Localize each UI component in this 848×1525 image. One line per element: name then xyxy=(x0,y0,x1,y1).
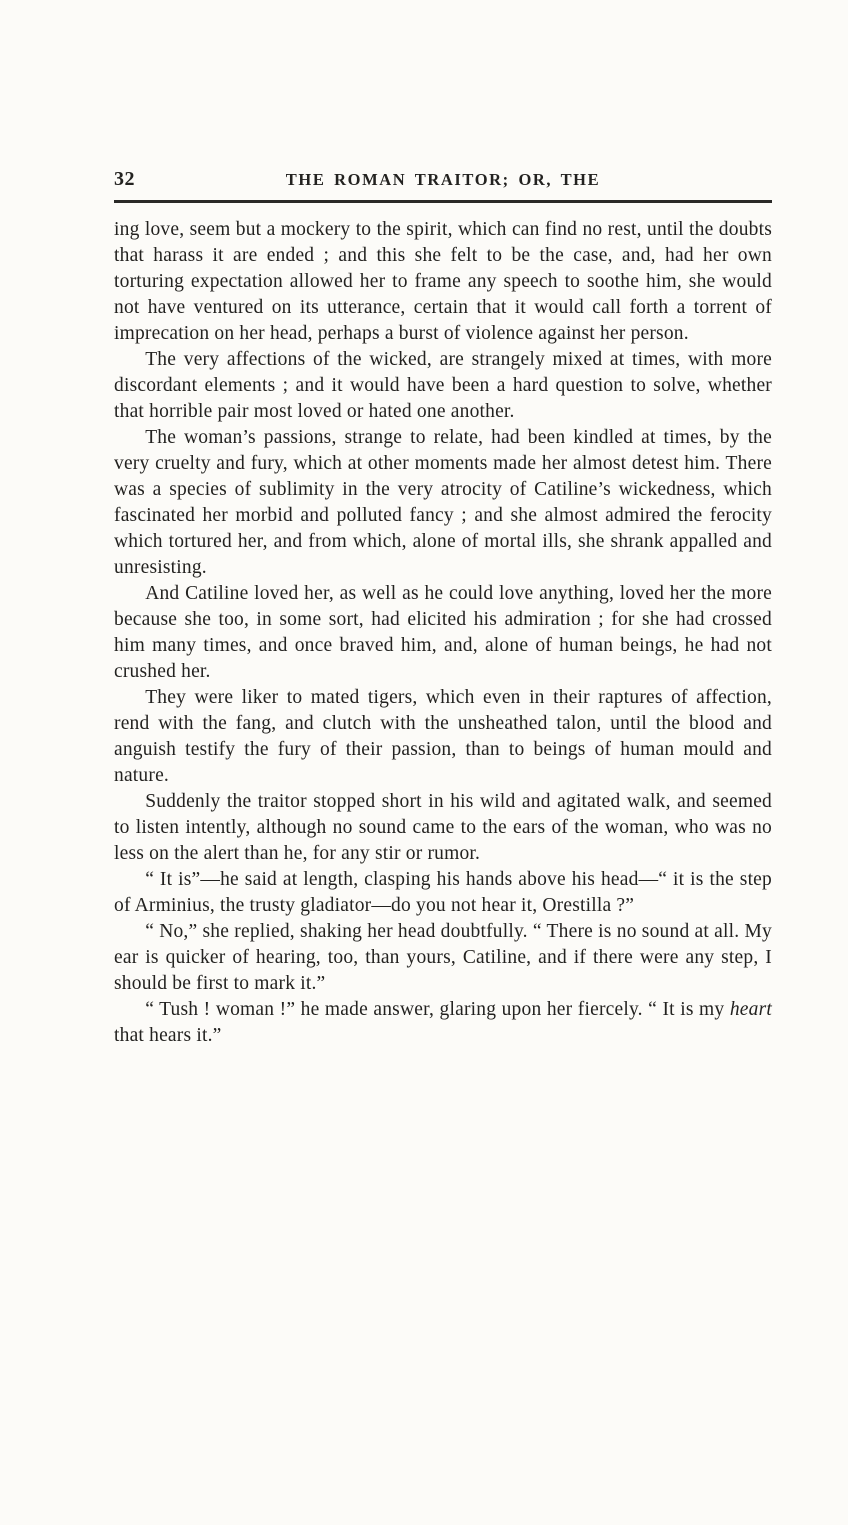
paragraph-text: that hears it.” xyxy=(114,1025,222,1046)
italic-word: heart xyxy=(729,999,772,1020)
paragraph: Suddenly the traitor stopped short in his wild and agitated walk, and seemed to listen intently, although no sound came to the ears of the woman, who was no less on the alert than he, for any stir or rumor. xyxy=(114,791,772,864)
paragraph: The very affections of the wicked, are strangely mixed at times, with more discordant elements ; and it would have been a hard question to solve, whether that horrible pair most loved or hated one another. xyxy=(114,349,772,422)
paragraph: They were liker to mated tigers, which even in their raptures of affection, rend with the fang, and clutch with the unsheathed talon, until the blood and anguish testify the fury of their passion, than to beings of human mould and nature. xyxy=(114,687,772,786)
paragraph: “ No,” she replied, shaking her head doubtfully. “ There is no sound at all. My ear is quicker of hearing, too, than yours, Catiline, and if there were any step, I should be first to mark it.” xyxy=(114,921,772,994)
paragraph-text: “ Tush ! woman !” he made answer, glaring upon her fiercely. “ It is my xyxy=(145,999,730,1020)
running-title: THE ROMAN TRAITOR; OR, THE xyxy=(285,170,601,189)
running-head xyxy=(114,168,772,194)
page-number: 32 xyxy=(114,168,135,190)
paragraph: “ It is”—he said at length, clasping his hands above his head—“ it is the step of Arminius, the trusty gladiator—do you not hear it, Orestilla ?” xyxy=(114,869,772,916)
paragraph: And Catiline loved her, as well as he could love anything, loved her the more because she too, in some sort, had elicited his admiration ; for she had crossed him many times, and once braved him, and, alone of human beings, he had not crushed her. xyxy=(114,583,772,682)
header-rule xyxy=(114,200,772,203)
paragraph: The woman’s passions, strange to relate, had been kindled at times, by the very cruelty and fury, which at other moments made her almost detest him. There was a species of sublimity in the very atrocity of Catiline’s wickedness, which fascinated her morbid and polluted fancy ; and she almost admired the ferocity which tortured her, and from which, alone of mortal ills, she shrank appalled and unresisting. xyxy=(114,427,772,578)
paragraph xyxy=(114,997,772,1049)
page-body xyxy=(114,217,772,1049)
text-block xyxy=(114,168,772,1049)
paragraph: ing love, seem but a mockery to the spirit, which can find no rest, until the doubts that harass it are ended ; and this she felt to be the case, and, had her own torturing expectation allowed her to frame any speech to soothe him, she would not have ventured on its utterance, certain that it would call forth a torrent of imprecation on her head, perhaps a burst of violence against her person. xyxy=(114,219,772,344)
